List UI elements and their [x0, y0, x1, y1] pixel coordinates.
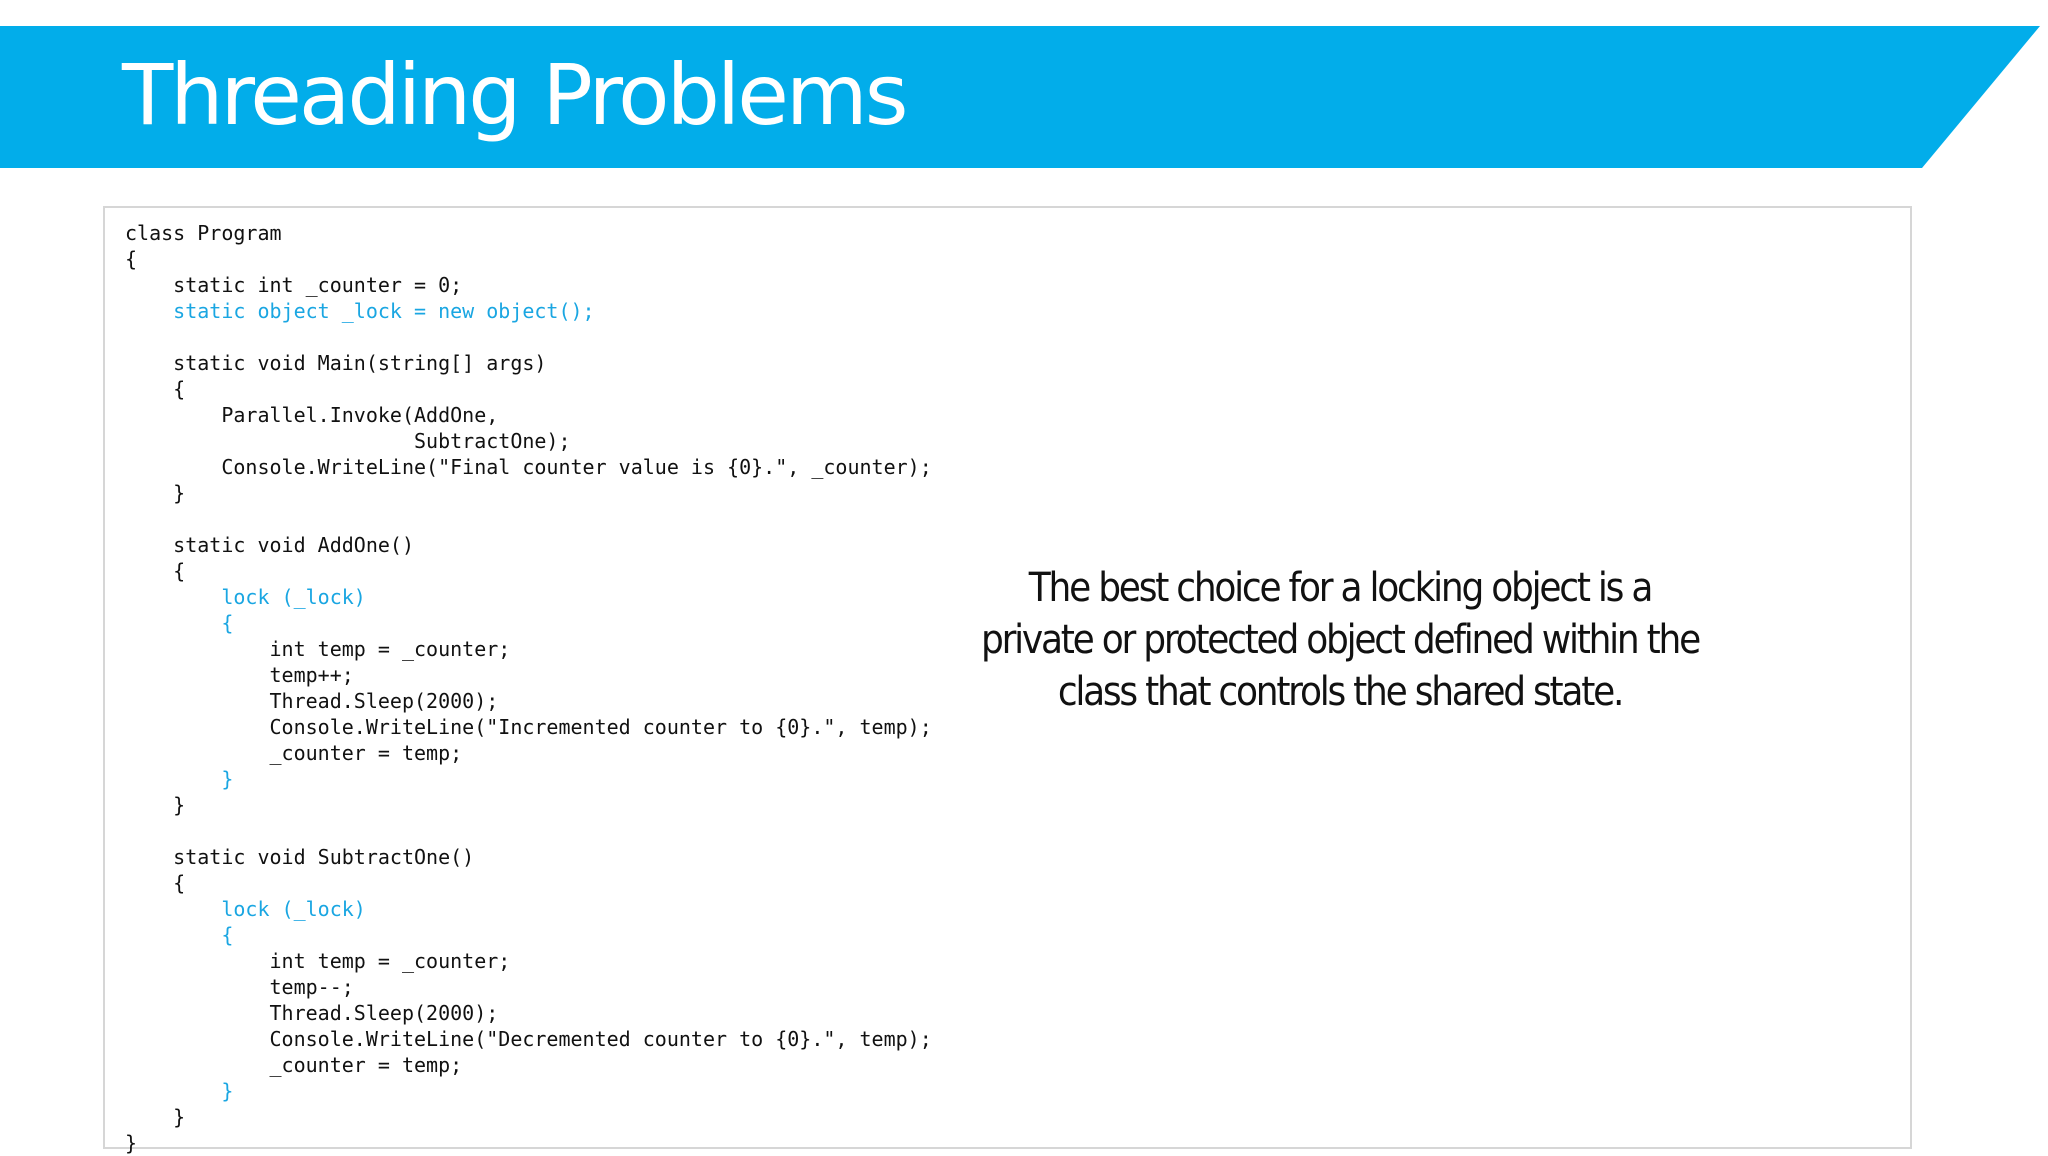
code-line	[125, 324, 932, 350]
code-line: Thread.Sleep(2000);	[125, 689, 499, 713]
code-line: int temp = _counter;	[125, 637, 511, 661]
code-line-highlighted: }	[125, 767, 234, 791]
code-line: }	[125, 793, 186, 817]
code-line-highlighted: {	[125, 923, 234, 947]
code-line: temp--;	[125, 975, 354, 999]
code-line: Thread.Sleep(2000);	[125, 1001, 499, 1025]
code-line: }	[125, 1131, 138, 1155]
code-line: {	[125, 247, 138, 271]
code-line: Console.WriteLine("Final counter value is {0}.", _counter);	[125, 455, 932, 479]
code-line: Console.WriteLine("Decremented counter to {0}.", temp);	[125, 1027, 932, 1051]
code-line: temp++;	[125, 663, 354, 687]
code-block	[125, 220, 932, 1156]
code-line: static void SubtractOne()	[125, 845, 475, 869]
code-line-highlighted: static object _lock = new object();	[125, 299, 595, 323]
code-line-highlighted: }	[125, 1079, 234, 1103]
code-line: {	[125, 377, 186, 401]
code-line: static void Main(string[] args)	[125, 351, 547, 375]
slide-title: Threading Problems	[122, 46, 906, 144]
code-line-highlighted: lock (_lock)	[125, 585, 366, 609]
code-line-highlighted: {	[125, 611, 234, 635]
code-line: }	[125, 481, 186, 505]
code-line: static int _counter = 0;	[125, 273, 463, 297]
code-line: _counter = temp;	[125, 741, 463, 765]
code-line	[125, 506, 932, 532]
code-line: {	[125, 871, 186, 895]
callout-text: The best choice for a locking object is a private or protected object defined within the class that controls the shared state.	[980, 565, 1700, 715]
code-line: _counter = temp;	[125, 1053, 463, 1077]
code-line: static void AddOne()	[125, 533, 414, 557]
code-line: class Program	[125, 221, 282, 245]
code-line: Console.WriteLine("Incremented counter to {0}.", temp);	[125, 715, 932, 739]
code-line: SubtractOne);	[125, 429, 571, 453]
code-line	[125, 818, 932, 844]
code-line: }	[125, 1105, 186, 1129]
code-line: Parallel.Invoke(AddOne,	[125, 403, 499, 427]
code-line: int temp = _counter;	[125, 949, 511, 973]
code-line-highlighted: lock (_lock)	[125, 897, 366, 921]
code-line: {	[125, 559, 186, 583]
